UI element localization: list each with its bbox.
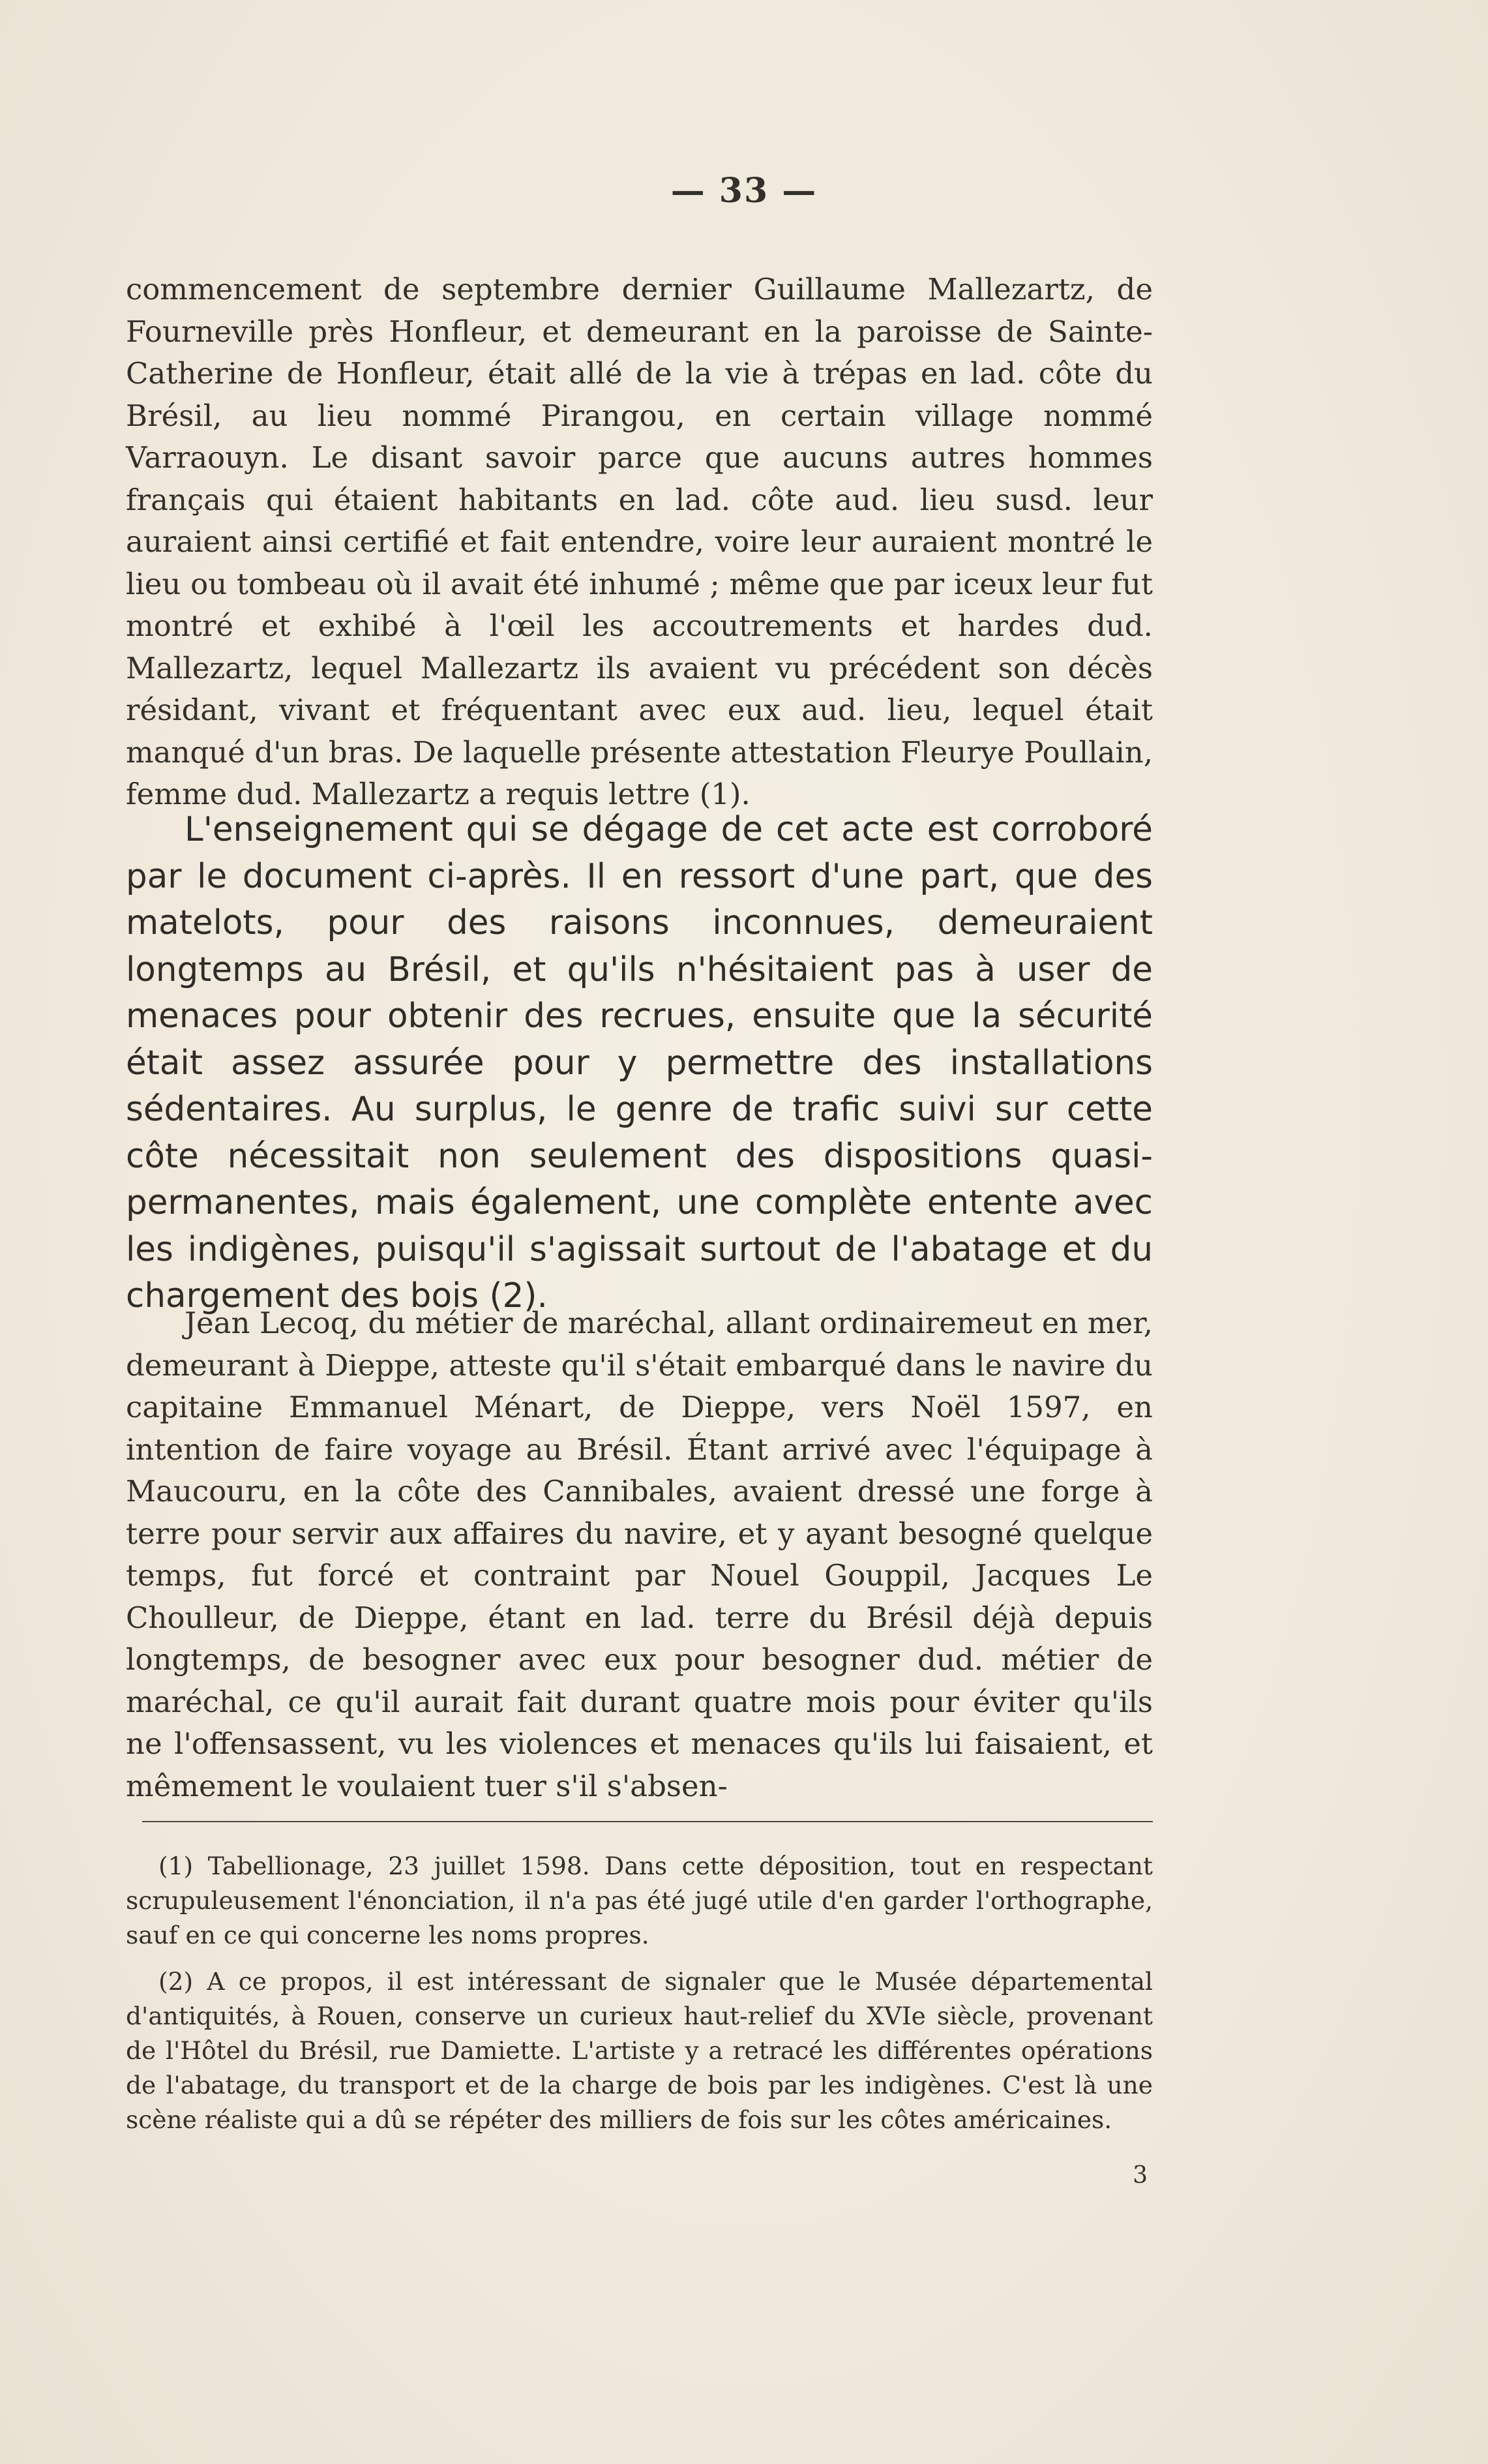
footnotes	[126, 1849, 1153, 2149]
quoted-deposition-continued	[126, 269, 1153, 816]
author-commentary	[126, 807, 1153, 1320]
quote-paragraph: commencement de septembre dernier Guillaume Mallezartz, de Fourneville près Honfleur, et demeurant en la paroisse de Sainte-Catherine de Honfleur, était allé de la vie à trépas en lad. côte du Brésil, au lieu nommé Pirangou, en certain village nommé Varraouyn. Le disant savoir parce que aucuns autres hommes français qui étaient habitants en lad. côte aud. lieu susd. leur auraient ainsi certifié et fait entendre, voire leur auraient montré le lieu ou tombeau où il avait été inhumé ; même que par iceux leur fut montré et exhibé à l'œil les accoutrements et hardes dud. Mallezartz, lequel Mallezartz ils avaient vu précédent son décès résidant, vivant et fréquentant avec eux aud. lieu, lequel était manqué d'un bras. De laquelle présente attestation Fleurye Poullain, femme dud. Mallezartz a requis lettre (1).	[126, 272, 1153, 811]
page-number: — 33 —	[670, 171, 818, 211]
quote-paragraph-2: Jean Lecoq, du métier de maréchal, allant ordinairemeut en mer, demeurant à Dieppe, atteste qu'il s'était embarqué dans le navire du capitaine Emmanuel Ménart, de Dieppe, vers Noël 1597, en intention de faire voyage au Brésil. Étant arrivé avec l'équipage à Maucouru, en la côte des Cannibales, avaient dressé une forge à terre pour servir aux affaires du navire, et y ayant besogné quelque temps, fut forcé et contraint par Nouel Gouppil, Jacques Le Choulleur, de Dieppe, étant en lad. terre du Brésil déjà depuis longtemps, de besogner avec eux pour besogner dud. métier de maréchal, ce qu'il aurait fait durant quatre mois pour éviter qu'ils ne l'offensassent, vu les violences et menaces qu'ils lui faisaient, et mêmement le voulaient tuer s'il s'absen-	[126, 1306, 1153, 1803]
quoted-deposition-lecoq	[126, 1302, 1153, 1807]
footnote-2: (2) A ce propos, il est intéressant de signaler que le Musée départemental d'antiquités, à Rouen, conserve un curieux haut-relief du XVIe siècle, provenant de l'Hôtel du Brésil, rue Damiette. L'artiste y a retracé les différentes opérations de l'abatage, du transport et de la charge de bois par les indigènes. C'est là une scène réaliste qui a dû se répéter des milliers de fois sur les côtes américaines.	[126, 1967, 1153, 2134]
signature-mark: 3	[1133, 2162, 1148, 2189]
footnote-1: (1) Tabellionage, 23 juillet 1598. Dans cette déposition, tout en respectant scrupuleusement l'énonciation, il n'a pas été jugé utile d'en garder l'orthographe, sauf en ce qui concerne les noms propres.	[126, 1852, 1153, 1949]
body-paragraph: L'enseignement qui se dégage de cet acte est corroboré par le document ci-après. Il en ressort d'une part, que des matelots, pour des raisons inconnues, demeuraient longtemps au Brésil, et qu'ils n'hésitaient pas à user de menaces pour obtenir des recrues, ensuite que la sécurité était assez assurée pour y permettre des installations sédentaires. Au surplus, le genre de trafic suivi sur cette côte nécessitait non seulement des dispositions quasi-permanentes, mais également, une complète entente avec les indigènes, puisqu'il s'agissait surtout de l'abatage et du chargement des bois (2).	[126, 810, 1153, 1315]
footnote-divider	[142, 1821, 1153, 1822]
